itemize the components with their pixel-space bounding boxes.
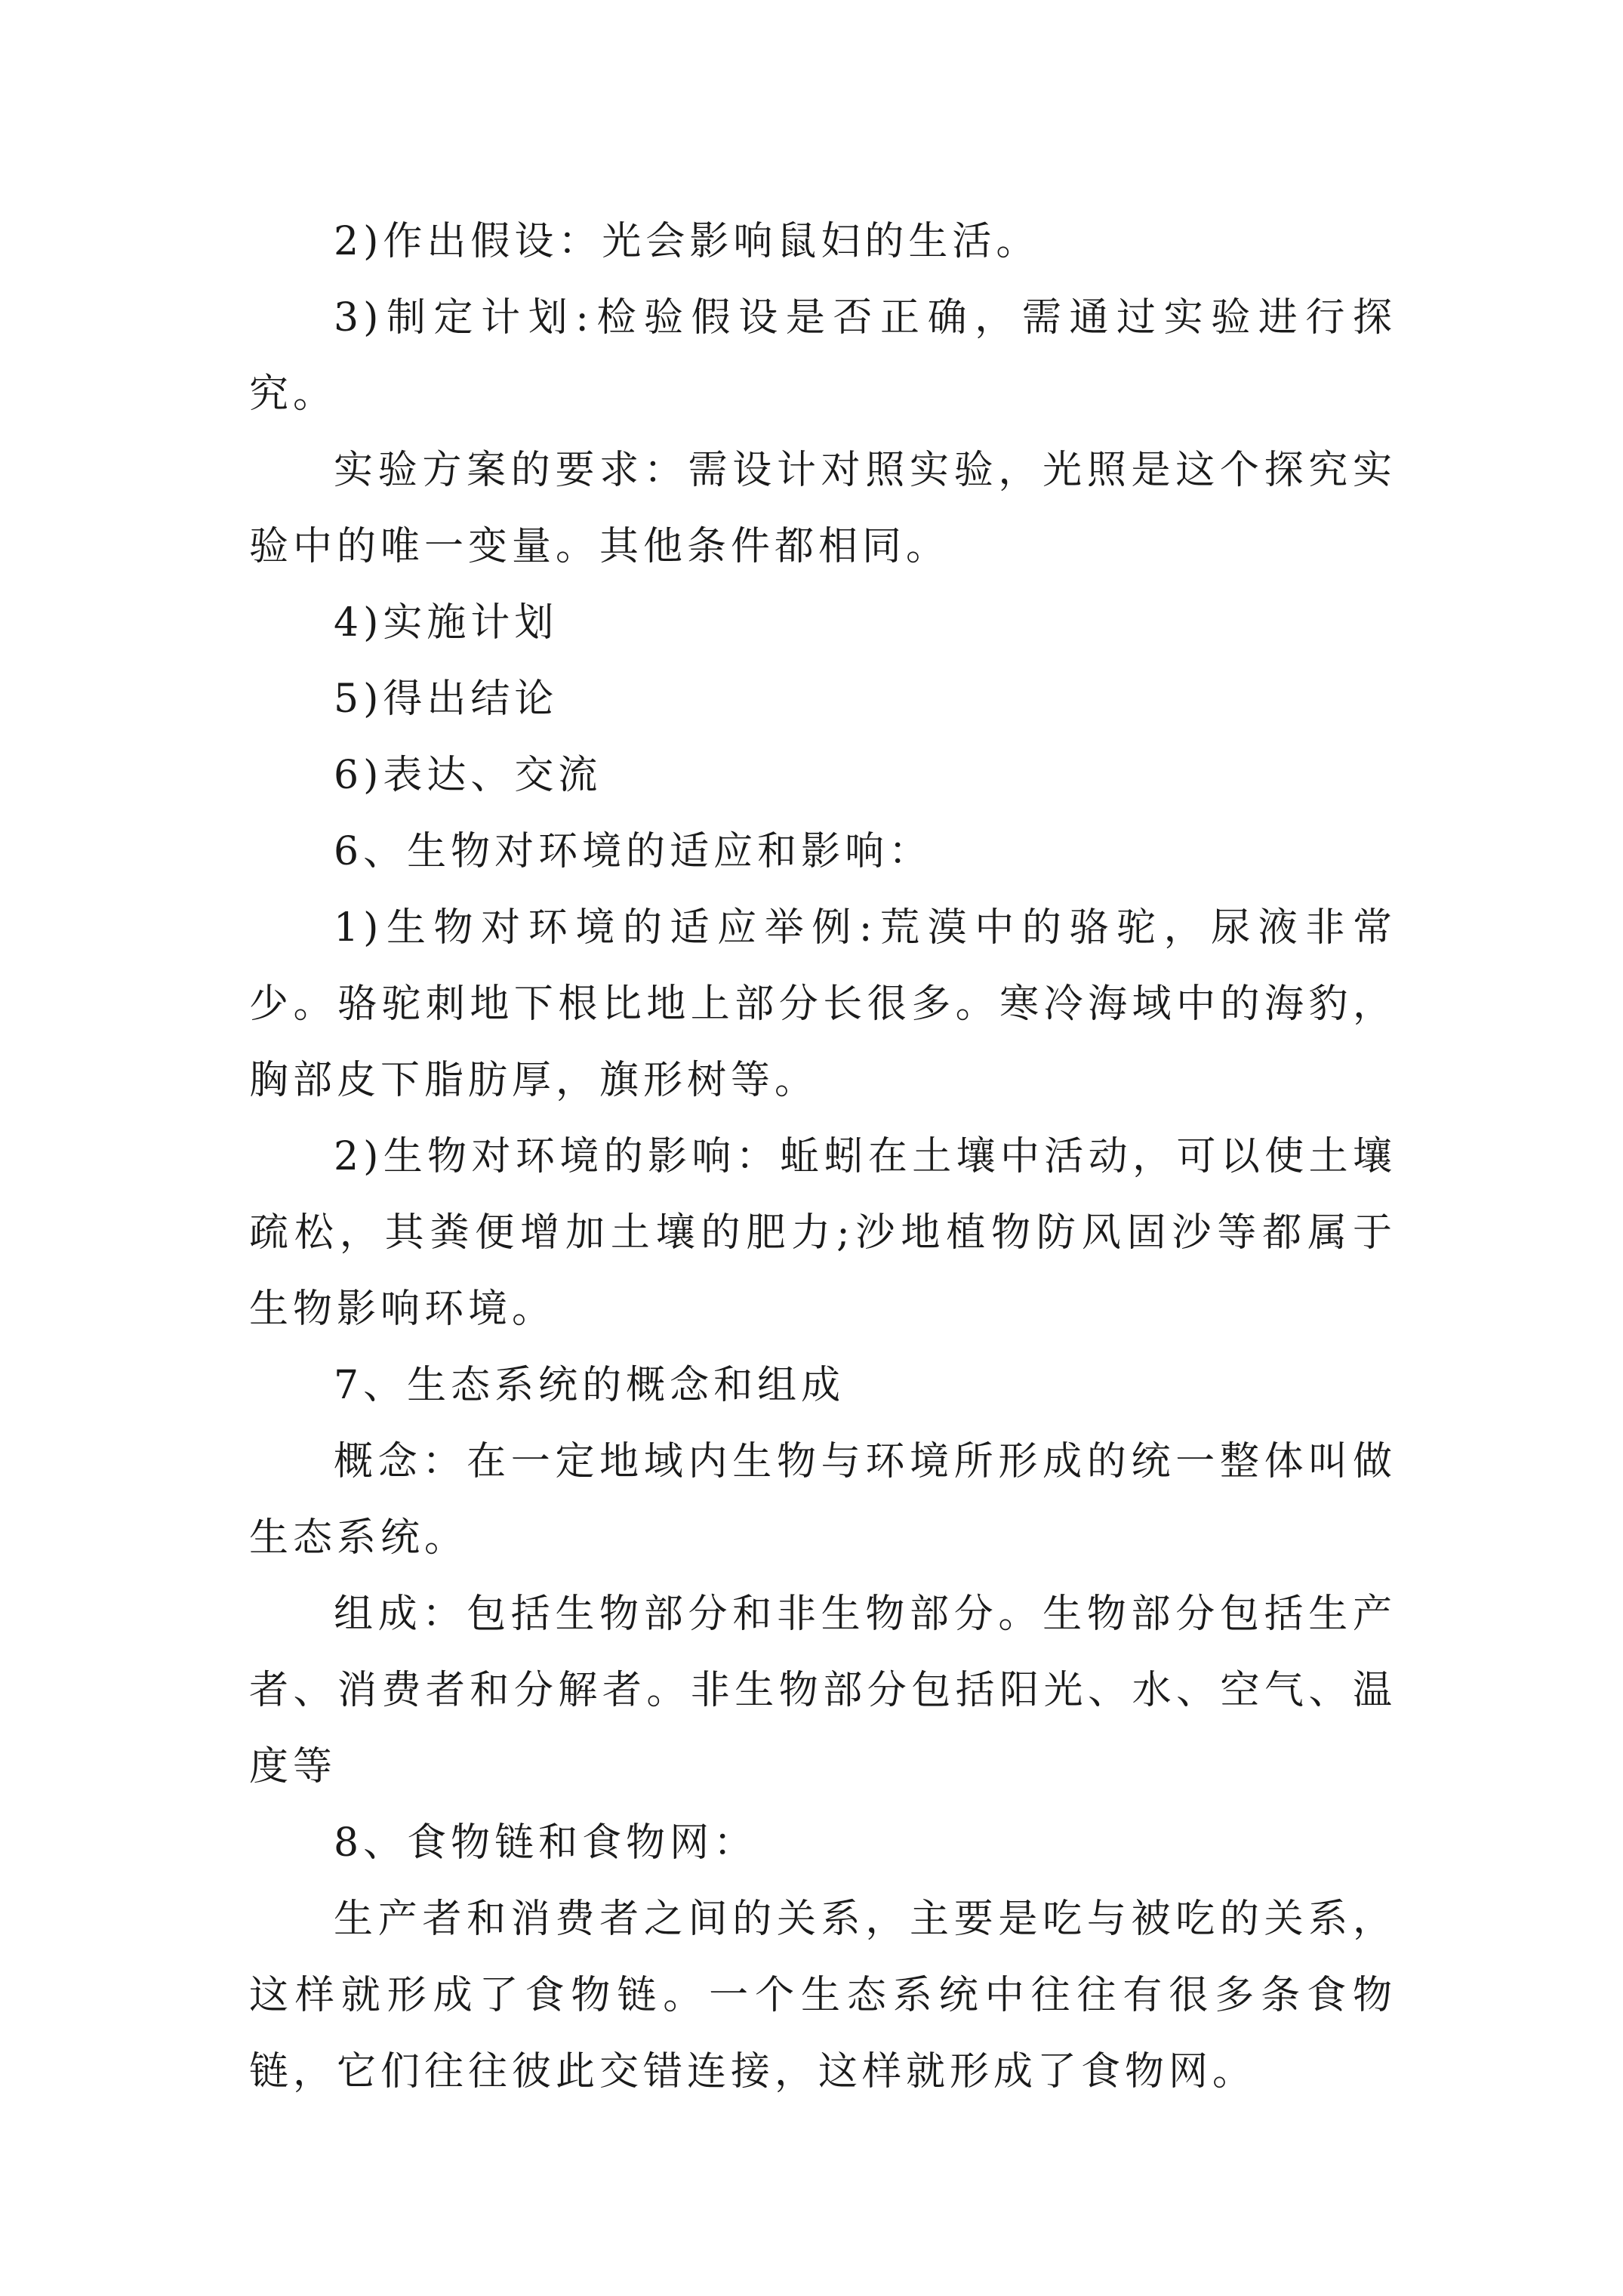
paragraph-conclusion: 5)得出结论 — [334, 676, 559, 722]
section-heading-6: 6、生物对环境的适应和影响： — [334, 829, 933, 874]
paragraph-communicate: 6)表达、交流 — [334, 753, 602, 798]
paragraph-plan: 3)制定计划:检验假设是否正确，需通过实验进行探究。 — [249, 295, 1397, 417]
section-heading-8: 8、食物链和食物网： — [334, 1820, 758, 1866]
paragraph-hypothesis: 2)作出假设：光会影响鼠妇的生活。 — [334, 219, 1040, 264]
paragraph-ecosystem-concept: 概念：在一定地域内生物与环境所形成的统一整体叫做生态系统。 — [249, 1439, 1397, 1561]
paragraph-influence-on-environment: 2)生物对环境的影响：蚯蚓在土壤中活动，可以使土壤疏松，其粪便增加土壤的肥力;沙地植物防风固沙等都属于生物影响环境。 — [249, 1134, 1397, 1332]
paragraph-ecosystem-composition: 组成：包括生物部分和非生物部分。生物部分包括生产者、消费者和分解者。非生物部分包括阳光、水、空气、温度等 — [249, 1592, 1397, 1789]
paragraph-experiment-requirements: 实验方案的要求：需设计对照实验，光照是这个探究实验中的唯一变量。其他条件都相同。 — [249, 448, 1397, 569]
paragraph-implement-plan: 4)实施计划 — [334, 600, 559, 646]
section-heading-7: 7、生态系统的概念和组成 — [334, 1363, 845, 1408]
paragraph-food-chain-web: 生产者和消费者之间的关系，主要是吃与被吃的关系，这样就形成了食物链。一个生态系统中往往有很多条食物链，它们往往彼此交错连接，这样就形成了食物网。 — [249, 1897, 1397, 2094]
document-body — [249, 204, 1397, 2110]
paragraph-adaptation-examples: 1)生物对环境的适应举例:荒漠中的骆驼，尿液非常少。骆驼刺地下根比地上部分长很多。寒冷海域中的海豹，胸部皮下脂肪厚，旗形树等。 — [249, 905, 1397, 1103]
